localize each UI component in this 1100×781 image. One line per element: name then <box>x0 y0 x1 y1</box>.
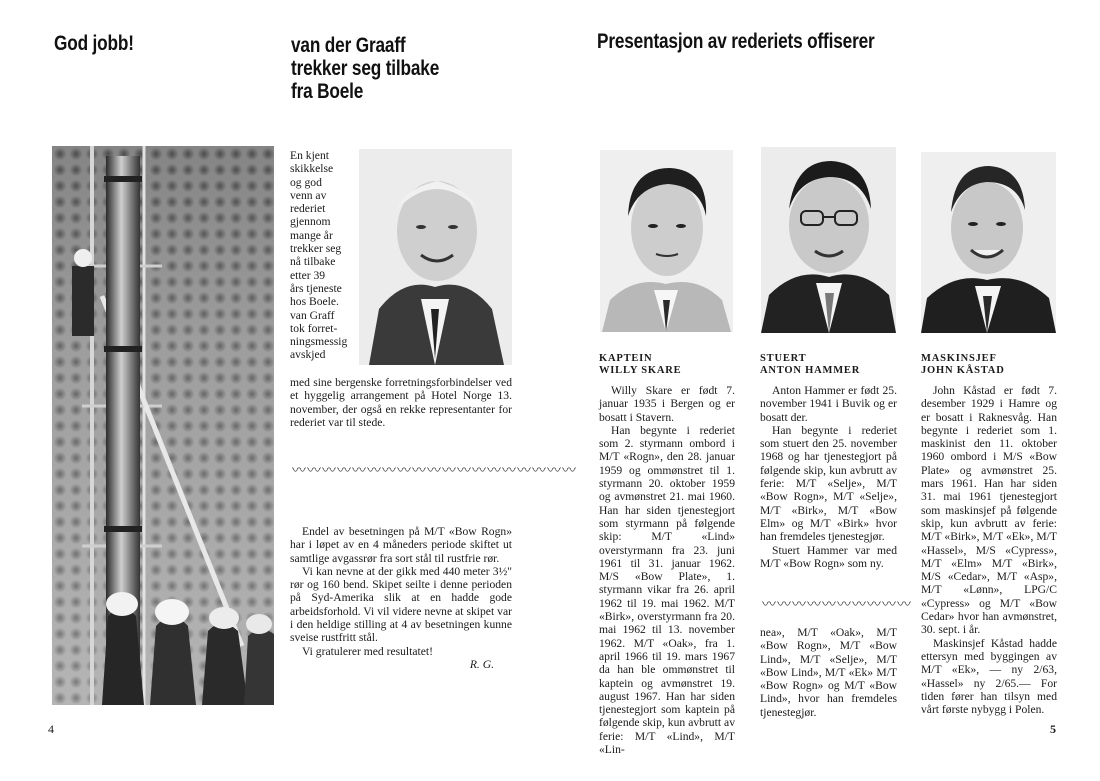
text-line: avskjed <box>290 348 326 362</box>
text-line: hos Boele. <box>290 295 339 309</box>
paragraph: Endel av besetningen på M/T «Bow Rogn» har i løpet av en 4 måneders periode skiftet ut samtlige avgassrør fra sort stål til rustfrie rør. <box>290 525 512 565</box>
text-line: etter 39 <box>290 268 326 282</box>
photo-van-der-graaff <box>359 149 512 365</box>
article-van-der-graaff-wide: med sine bergenske forretningsforbindelser ved et hyggelig arrangement på Hotel Norge 13. november, der også en rekke representanter for rederiet var til stede. <box>290 376 512 429</box>
text-line: ningsmessig <box>290 335 348 349</box>
text-line: van Graff <box>290 308 335 322</box>
headline-god-jobb: God jobb! <box>54 32 134 55</box>
text-line: mange år <box>290 228 333 242</box>
headline-line: fra Boele <box>291 80 364 103</box>
text-line: og god <box>290 175 322 189</box>
headline-line: van der Graaff <box>291 34 406 57</box>
officer-name: ANTON HAMMER <box>760 365 861 376</box>
paragraph: Han begynte i rederiet som stuert den 25. november 1968 og har tjenestegjort på følgende skip, kun avbrutt av ferie: M/T «Selje», M/T «Bow Rogn», M/T «Selje», M/T «Birk», M/T «Bow Elm» og M/T «Birk» hvor han fremdeles tjenestegjør. <box>760 423 897 544</box>
page-number-left: 4 <box>48 722 54 736</box>
paragraph: Willy Skare er født 7. januar 1935 i Bergen og er bosatt i Stavern. <box>599 384 735 424</box>
text-line: tok forret- <box>290 321 338 335</box>
paragraph: Stuert Hammer var med M/T «Bow Rogn» som ny. <box>760 543 897 570</box>
caption-officer-2 <box>760 353 860 377</box>
paragraph: Maskinsjef Kåstad hadde ettersyn med byggingen av M/T «Ek», — ny 2/63, «Hassel» ny 2/65.— For tiden fører han tilsyn med vårt første nybygg i Polen. <box>921 636 1057 717</box>
paragraph: John Kåstad er født 7. desember 1929 i Hamre og er bosatt i Raknesvåg. Han begynte i rederiet som 1. maskinist den 11. oktober 1960 ombord i M/S «Bow Plate» og avmønstret 25. mars 1961. Han har siden 31. mai 1961 tjenestegjort som maskinsjef på følgende skip, kun avbrutt av ferie: M/T «Birk», M/T «Ek», M/T «Hassel», M/S «Cypress», M/T «Elm» M/T «Birk», M/S «Cedar», M/T «Asp», M/T «Lønn», LPG/C «Cypress» og M/T «Bow Cedar» hvor han avmønstret, 30. sept. i år. <box>921 384 1057 637</box>
officer-3-text <box>921 384 1057 716</box>
text-line: En kjent <box>290 149 329 162</box>
text-line: skikkelse <box>290 162 334 176</box>
text-line: rederiet <box>290 202 326 216</box>
wavy-divider: 〰〰〰〰〰〰〰〰〰〰〰〰〰〰〰〰〰〰〰 <box>292 463 577 479</box>
headline-line: trekker seg tilbake <box>291 57 440 80</box>
officer-1-text <box>599 384 735 756</box>
text-line: venn av <box>290 188 327 202</box>
paragraph: Vi kan nevne at der gikk med 440 meter 3½" rør og 160 bend. Skipet seilte i denne perioden på Syd-Amerika slik at en hadde gode arbeidsforhold. Vi vil videre nevne at skipet var i den heldige stilling at 4 av besetningen kunne sveise rustfritt stål. <box>290 564 512 645</box>
headline-presentasjon: Presentasjon av rederiets offiserer <box>597 30 875 53</box>
officer-1-continuation: nea», M/T «Oak», M/T «Bow Rogn», M/T «Bow Lind», M/T «Selje», M/T «Bow Lind», M/T «Ek» M/T «Bow Rogn» og M/T «Bow Lind», hvor han fremdeles tjenestegjør. <box>760 626 897 719</box>
signature: R. G. <box>469 657 494 671</box>
photo-anton-hammer <box>761 147 896 333</box>
officer-2-text <box>760 384 897 570</box>
officer-title: KAPTEIN <box>599 353 653 364</box>
paragraph: Vi gratulerer med resultatet! <box>302 644 433 658</box>
wavy-divider: 〰〰〰〰〰〰〰〰〰〰 <box>762 597 912 613</box>
officer-name: JOHN KÅSTAD <box>921 365 1005 376</box>
page-number-right: 5 <box>1050 722 1056 736</box>
text-line: nå tilbake <box>290 255 336 269</box>
officer-title: MASKINSJEF <box>921 353 997 364</box>
photo-pipe-workers <box>52 146 274 705</box>
text-line: trekker seg <box>290 242 342 256</box>
photo-willy-skare <box>600 150 733 332</box>
caption-officer-3 <box>921 353 1005 377</box>
article-van-der-graaff-narrow <box>290 149 356 362</box>
paragraph: Han begynte i rederiet som 2. styrmann ombord i M/T «Rogn», den 28. januar 1959 og ommønstret til 1. styrmann 20. oktober 1959 og avmønstret 21. mai 1960. Han har siden tjenestegjort som styrmann på følgende skip: M/T «Lind» overstyrmann fra 23. juni 1961 til 31. januar 1962. M/S «Bow Plate», 1. styrmann vikar fra 26. april 1962 til 19. mai 1962. M/T «Birk», overstyrmann fra 20. mai 1962 til 13. november 1962. M/T «Oak», fra 1. april 1966 til 19. mars 1967 da han ble ommønstret til kaptein og avmønstret 19. august 1967. Han har siden tjenestegjort som kaptein på følgende skip, kun avbrutt av ferie: M/T «Lind», M/T «Lin- <box>599 423 735 757</box>
headline-van-der-graaff <box>291 34 439 103</box>
text-line: gjennom <box>290 215 331 229</box>
article-bow-rogn <box>290 525 512 671</box>
paragraph: Anton Hammer er født 25. november 1941 i Buvik og er bosatt der. <box>760 384 897 424</box>
photo-john-kastad <box>921 152 1056 333</box>
officer-title: STUERT <box>760 353 807 364</box>
text-line: års tjeneste <box>290 281 342 295</box>
officer-name: WILLY SKARE <box>599 365 682 376</box>
caption-officer-1 <box>599 353 681 377</box>
